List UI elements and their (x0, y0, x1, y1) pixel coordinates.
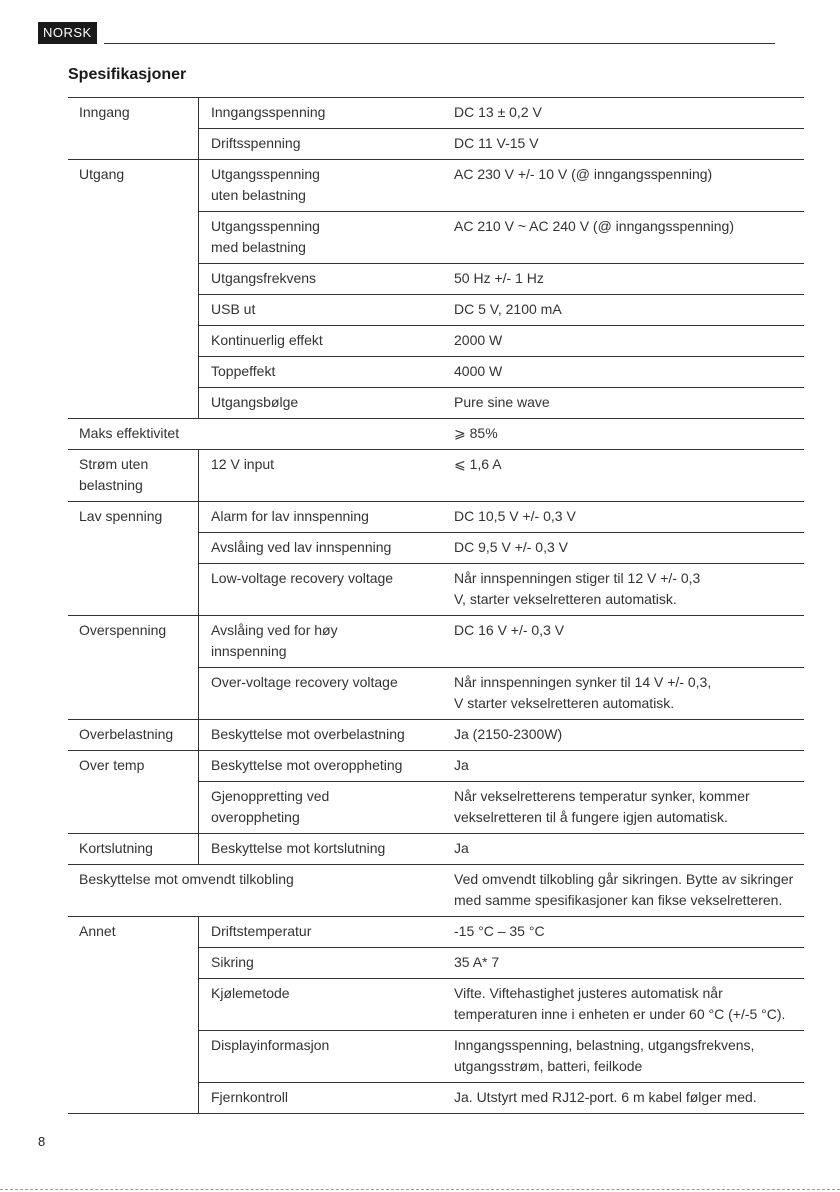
parameter-value: ⩽ 1,6 A (442, 450, 804, 502)
parameter-value: Når innspenningen stiger til 12 V +/- 0,3 V, starter vekselretteren automatisk. (442, 564, 804, 616)
specifications-table (68, 97, 804, 1114)
parameter-label: Utgangsspenning uten belastning (199, 160, 443, 212)
parameter-label: Beskyttelse mot kortslutning (199, 834, 443, 865)
parameter-label: Avslåing ved for høy innspenning (199, 616, 443, 668)
page-number: 8 (38, 1134, 46, 1149)
parameter-value: Når innspenningen synker til 14 V +/- 0,3, V starter vekselretteren automatisk. (442, 668, 804, 720)
parameter-label: Sikring (199, 948, 443, 979)
parameter-value: DC 11 V-15 V (442, 129, 804, 160)
group-label: Maks effektivitet (68, 419, 442, 450)
parameter-label: Utgangsfrekvens (199, 264, 443, 295)
parameter-label: Driftsspenning (199, 129, 443, 160)
parameter-label: Utgangsspenning med belastning (199, 212, 443, 264)
parameter-value: 2000 W (442, 326, 804, 357)
group-label: Over temp (68, 751, 199, 834)
parameter-value: Ja (442, 751, 804, 782)
parameter-label: Beskyttelse mot overoppheting (199, 751, 443, 782)
parameter-label: Avslåing ved lav innspenning (199, 533, 443, 564)
group-label: Lav spenning (68, 502, 199, 616)
table-row (68, 616, 804, 668)
group-label: Annet (68, 917, 199, 1114)
parameter-value: 4000 W (442, 357, 804, 388)
parameter-label: Beskyttelse mot overbelastning (199, 720, 443, 751)
parameter-label: Driftstemperatur (199, 917, 443, 948)
parameter-value: Inngangsspenning, belastning, utgangsfrekvens, utgangsstrøm, batteri, feilkode (442, 1031, 804, 1083)
parameter-label: Low-voltage recovery voltage (199, 564, 443, 616)
table-row (68, 751, 804, 782)
parameter-label: Inngangsspenning (199, 98, 443, 129)
parameter-value: Ja (442, 834, 804, 865)
parameter-label: Alarm for lav innspenning (199, 502, 443, 533)
parameter-value: DC 10,5 V +/- 0,3 V (442, 502, 804, 533)
parameter-value: Ved omvendt tilkobling går sikringen. Bytte av sikringer med samme spesifikasjoner kan fikse vekselretteren. (442, 865, 804, 917)
group-label: Strøm uten belastning (68, 450, 199, 502)
group-label: Overbelastning (68, 720, 199, 751)
parameter-label: USB ut (199, 295, 443, 326)
parameter-value: DC 16 V +/- 0,3 V (442, 616, 804, 668)
bottom-border (0, 1189, 840, 1190)
parameter-value: Vifte. Viftehastighet justeres automatisk når temperaturen inne i enheten er under 60 °C (+/-5 °C). (442, 979, 804, 1031)
language-tab: NORSK (38, 22, 97, 44)
group-label: Kortslutning (68, 834, 199, 865)
parameter-label: Gjenoppretting ved overoppheting (199, 782, 443, 834)
group-label: Inngang (68, 98, 199, 160)
section-title: Spesifikasjoner (68, 66, 187, 83)
parameter-label: Toppeffekt (199, 357, 443, 388)
parameter-label: Fjernkontroll (199, 1083, 443, 1114)
parameter-label: Over-voltage recovery voltage (199, 668, 443, 720)
parameter-value: DC 5 V, 2100 mA (442, 295, 804, 326)
parameter-value: 35 A* 7 (442, 948, 804, 979)
table-row (68, 502, 804, 533)
parameter-value: AC 210 V ~ AC 240 V (@ inngangsspenning) (442, 212, 804, 264)
table-row (68, 98, 804, 129)
parameter-value: Når vekselretterens temperatur synker, kommer vekselretteren til å fungere igjen automatisk. (442, 782, 804, 834)
parameter-value: AC 230 V +/- 10 V (@ inngangsspenning) (442, 160, 804, 212)
table-row (68, 834, 804, 865)
group-label: Utgang (68, 160, 199, 419)
parameter-value: Pure sine wave (442, 388, 804, 419)
group-label: Overspenning (68, 616, 199, 720)
parameter-label: Utgangsbølge (199, 388, 443, 419)
parameter-label: 12 V input (199, 450, 443, 502)
parameter-value: ⩾ 85% (442, 419, 804, 450)
group-label: Beskyttelse mot omvendt tilkobling (68, 865, 442, 917)
parameter-label: Kontinuerlig effekt (199, 326, 443, 357)
parameter-value: DC 13 ± 0,2 V (442, 98, 804, 129)
parameter-value: -15 °C – 35 °C (442, 917, 804, 948)
parameter-value: Ja. Utstyrt med RJ12-port. 6 m kabel følger med. (442, 1083, 804, 1114)
parameter-value: 50 Hz +/- 1 Hz (442, 264, 804, 295)
parameter-label: Displayinformasjon (199, 1031, 443, 1083)
header-rule (104, 43, 775, 44)
table-row (68, 865, 804, 917)
table-row (68, 419, 804, 450)
parameter-label: Kjølemetode (199, 979, 443, 1031)
parameter-value: Ja (2150-2300W) (442, 720, 804, 751)
parameter-value: DC 9,5 V +/- 0,3 V (442, 533, 804, 564)
table-row (68, 450, 804, 502)
table-row (68, 720, 804, 751)
table-row (68, 160, 804, 212)
table-row (68, 917, 804, 948)
